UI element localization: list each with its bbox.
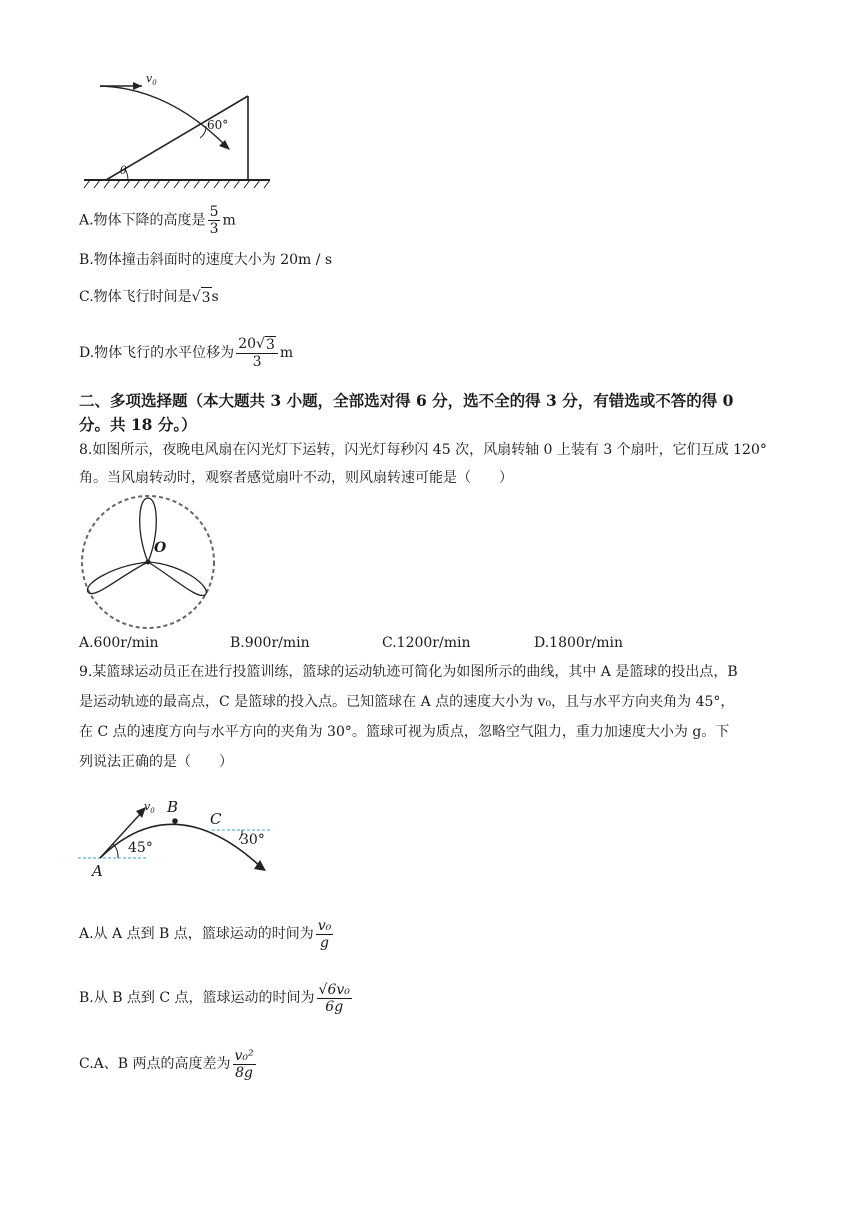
- fraction: $\frac{5}{3}$: [209, 204, 219, 237]
- q9-option-a: A.从 A 点到 B 点，篮球运动的时间为 $\frac{\text{v₀}}{g}$: [79, 917, 332, 951]
- q7-option-a: A.物体下降的高度是 $\frac{5}{3}$ m: [79, 204, 236, 237]
- fraction: $\frac{\text{v₀²}}{8g}$: [234, 1047, 254, 1081]
- axis-o-label: O: [154, 540, 167, 556]
- angle-60-label: 60°: [207, 118, 229, 132]
- point-c-label: C: [210, 810, 222, 828]
- angle-30-label: 30°: [240, 832, 265, 848]
- point-a-label: A: [92, 862, 103, 880]
- fraction: 20√ 3 3: [236, 336, 278, 370]
- fraction: $\frac{\text{v₀}}{g}$: [317, 917, 332, 951]
- fraction: $\frac{\text{√6v₀}}{6g}$: [318, 981, 350, 1015]
- section-heading: 二、多项选择题（本大题共 3 小题，全部选对得 6 分，选不全的得 3 分，有错选或不答的得 0 分。共 18 分。）: [79, 391, 734, 434]
- point-b-label: B: [167, 798, 179, 816]
- q8-stem-line1: 8.如图所示，夜晚电风扇在闪光灯下运转，闪光灯每秒闪 45 次，风扇转轴 0 上装有 3 个扇叶，它们互成 120°: [79, 442, 767, 458]
- q8-option-b: B.900r/min: [230, 635, 310, 651]
- fan-figure: [78, 492, 218, 632]
- q9-stem: 9.某篮球运动员正在进行投篮训练，篮球的运动轨迹可简化为如图所示的曲线，其中 A 是篮球的投出点，B 是运动轨迹的最高点，C 是篮球的投入点。已知篮球在 A 点的速度大小为 v₀，且与水平方向夹角为 45°， 在 C 点的速度方向与水平方向的夹角为 30°。篮球可视为质点，忽略空气阻力，重力加速度大小为 g。下 列说法正确的是（ ）: [79, 664, 738, 770]
- q8-option-a: A.600r/min: [79, 635, 159, 651]
- q7-option-d: D.物体飞行的水平位移为 20√ 3 3 m: [79, 336, 294, 370]
- angle-45-label: 45°: [128, 840, 153, 856]
- q7-option-b: B.物体撞击斜面时的速度大小为 20m / s: [79, 252, 333, 268]
- q7-option-c: C.物体飞行时间是√ 3 s: [79, 289, 219, 306]
- q8-options: [79, 635, 783, 655]
- q9-option-c: C.A、B 两点的高度差为 $\frac{\text{v₀²}}{8g}$: [79, 1047, 254, 1081]
- q9-v0-label: $v_0$: [144, 800, 155, 816]
- q8-stem-line2: 角。当风扇转动时，观察者感觉扇叶不动，则风扇转速可能是（ ）: [79, 470, 513, 486]
- projectile-incline-figure: [78, 62, 278, 192]
- v0-label: $v_0$: [146, 72, 157, 88]
- q8-option-d: D.1800r/min: [534, 635, 623, 651]
- q9-option-b: B.从 B 点到 C 点，篮球运动的时间为 $\frac{\text{√6v₀}}{6g}$: [79, 981, 350, 1015]
- q8-option-c: C.1200r/min: [382, 635, 471, 651]
- theta-label: θ: [120, 164, 127, 177]
